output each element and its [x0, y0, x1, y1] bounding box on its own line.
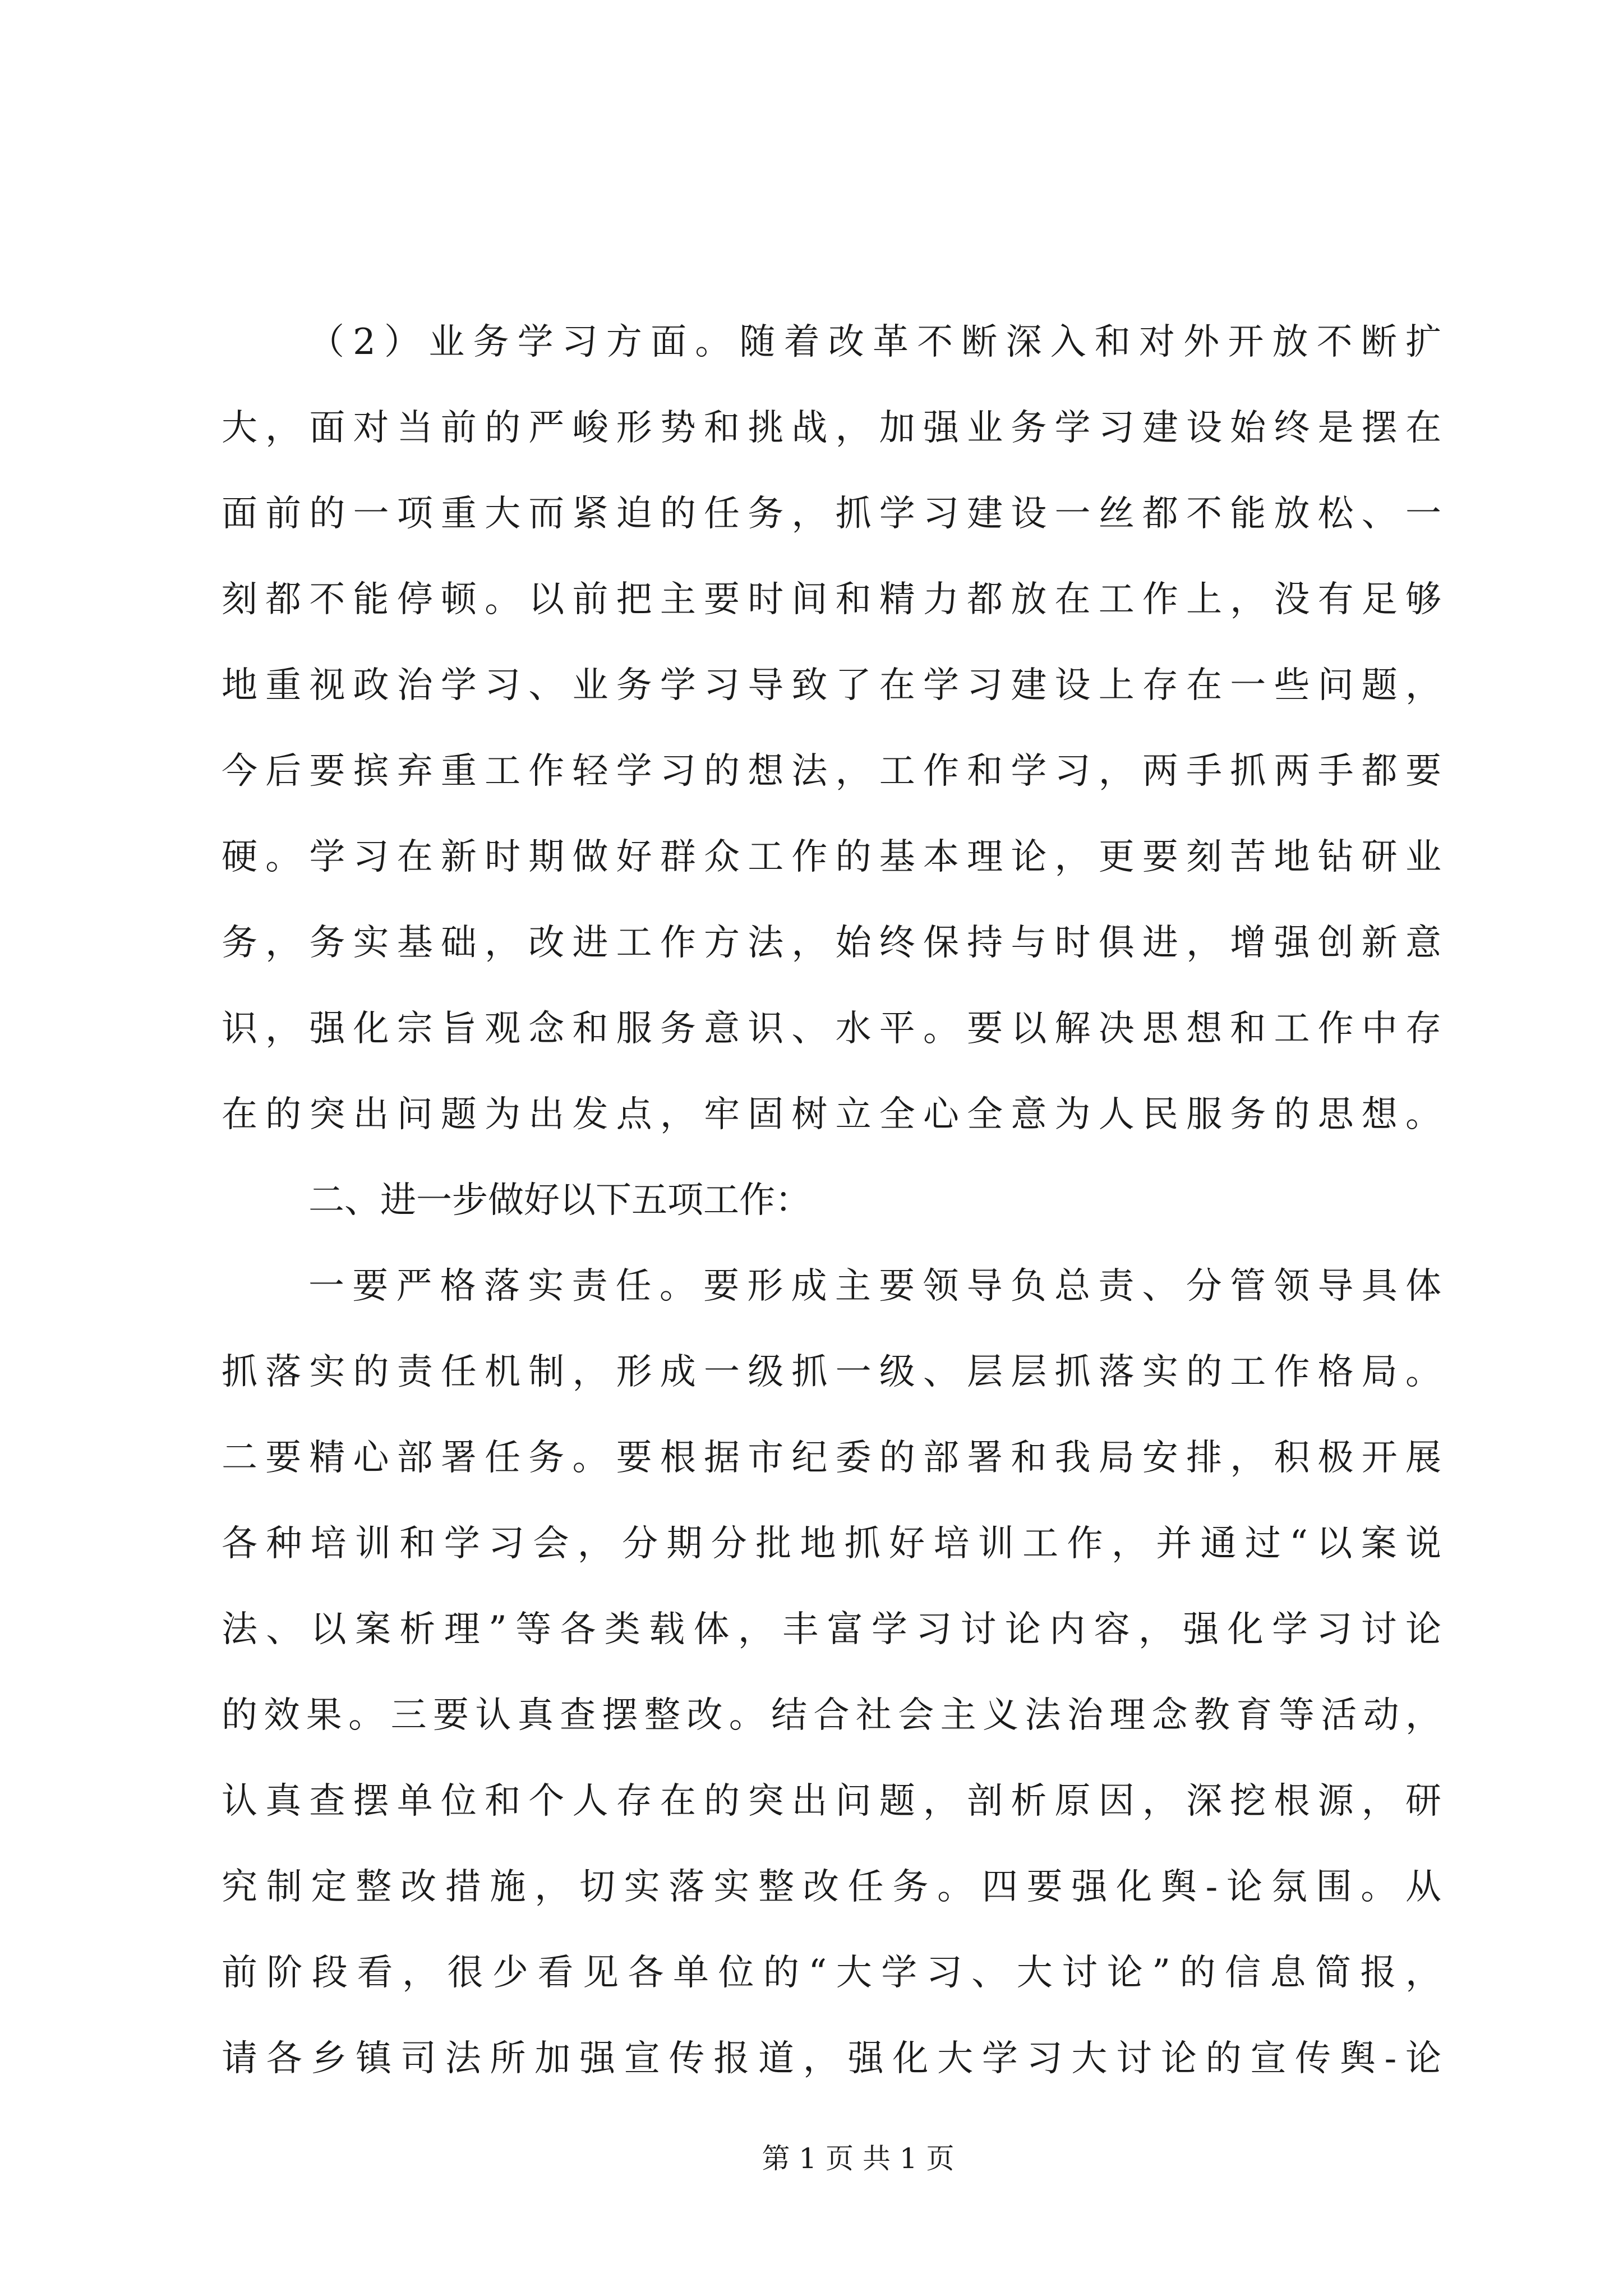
body-text-line: 刻都不能停顿。以前把主要时间和精力都放在工作上，没有足够 [222, 579, 1441, 620]
body-text-line: 前阶段看，很少看见各单位的“大学习、大讨论”的信息简报， [222, 1952, 1441, 1994]
body-text-line: 地重视政治学习、业务学习导致了在学习建设上存在一些问题， [222, 665, 1441, 706]
body-text-line: 认真查摆单位和个人存在的突出问题，剖析原因，深挖根源，研 [222, 1780, 1441, 1822]
body-text-line: 识，强化宗旨观念和服务意识、水平。要以解决思想和工作中存 [222, 1008, 1441, 1050]
body-text-line: 大，面对当前的严峻形势和挑战，加强业务学习建设始终是摆在 [222, 407, 1441, 449]
paragraph [222, 1244, 1441, 2102]
body-text-line: 法、以案析理”等各类载体，丰富学习讨论内容，强化学习讨论 [222, 1609, 1441, 1650]
page-footer: 第 1 页 共 1 页 [762, 2142, 955, 2175]
document-body [222, 300, 1441, 2102]
body-text-line: 务，务实基础，改进工作方法，始终保持与时俱进，增强创新意 [222, 922, 1441, 964]
body-text-line: 请各乡镇司法所加强宣传报道，强化大学习大讨论的宣传舆-论 [222, 2038, 1441, 2079]
body-text-line: 今后要摈弃重工作轻学习的想法，工作和学习，两手抓两手都要 [222, 751, 1441, 792]
section-heading [222, 1158, 1441, 1244]
body-text-line: 一要严格落实责任。要形成主要领导负总责、分管领导具体 [308, 1266, 1441, 1307]
section-heading-text: 二、进一步做好以下五项工作： [308, 1180, 811, 1221]
body-text-line: 的效果。三要认真查摆整改。结合社会主义法治理念教育等活动， [222, 1695, 1441, 1736]
body-text-line: 究制定整改措施，切实落实整改任务。四要强化舆-论氛围。从 [222, 1866, 1441, 1908]
paragraph [222, 300, 1441, 1158]
body-text-line: 在的突出问题为出发点，牢固树立全心全意为人民服务的思想。 [222, 1094, 1441, 1135]
body-text-line: 面前的一项重大而紧迫的任务，抓学习建设一丝都不能放松、一 [222, 493, 1441, 535]
body-text-line: 各种培训和学习会，分期分批地抓好培训工作，并通过“以案说 [222, 1523, 1441, 1565]
body-text-line: 二要精心部署任务。要根据市纪委的部署和我局安排，积极开展 [222, 1437, 1441, 1479]
body-text-line: 硬。学习在新时期做好群众工作的基本理论，更要刻苦地钻研业 [222, 836, 1441, 878]
body-text-line: 抓落实的责任机制，形成一级抓一级、层层抓落实的工作格局。 [222, 1351, 1441, 1393]
body-text-line: （2）业务学习方面。随着改革不断深入和对外开放不断扩 [308, 321, 1441, 363]
